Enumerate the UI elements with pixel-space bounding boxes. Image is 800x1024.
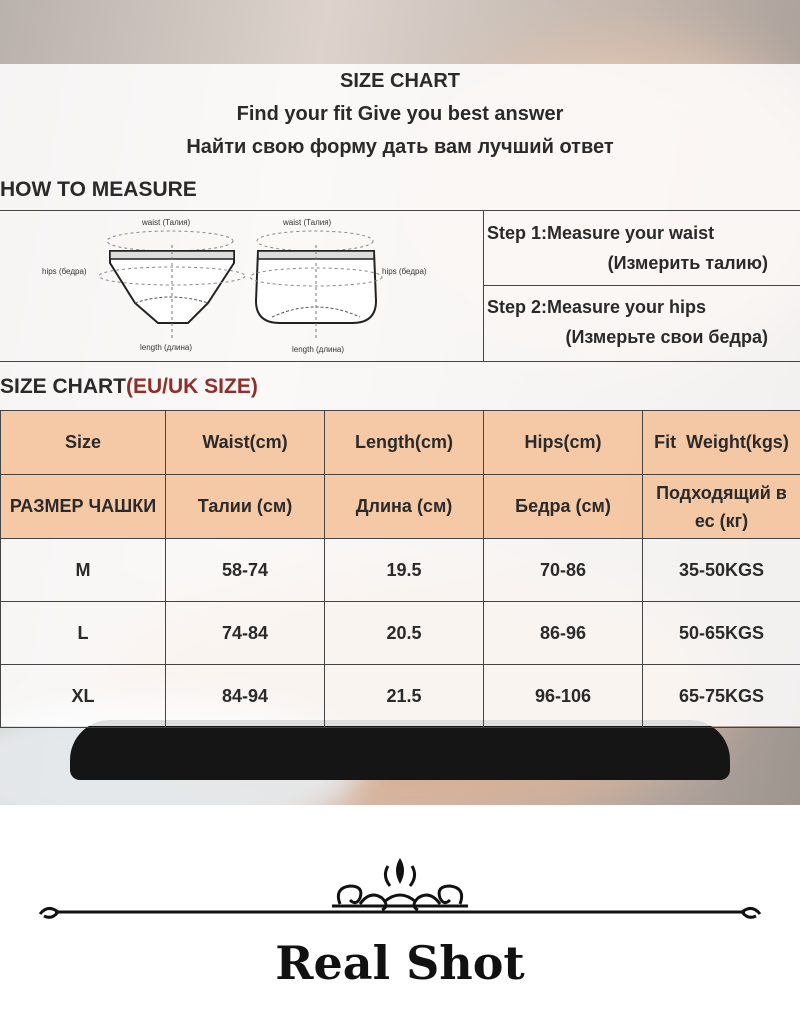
step-1 [484, 211, 800, 285]
measure-section [0, 210, 800, 362]
table-cell: 86-96 [484, 602, 643, 665]
table-cell: 65-75KGS [643, 665, 800, 728]
hips-label-2: hips (бедра) [382, 267, 427, 276]
header-cell: Fit Weight(kgs) [643, 411, 800, 475]
step-2 [484, 285, 800, 359]
size-chart-heading-main: SIZE CHART [0, 375, 126, 398]
table-cell: M [1, 539, 166, 602]
step-1-ru: (Измерить талию) [607, 253, 768, 273]
header-cell: Waist(cm) [166, 411, 325, 475]
size-table [0, 410, 800, 728]
header-cell: РАЗМЕР ЧАШКИ [1, 475, 166, 539]
size-chart-heading [0, 375, 258, 399]
length-label-2: length (длина) [292, 345, 345, 354]
header-cell: Hips(cm) [484, 411, 643, 475]
step-2-ru: (Измерьте свои бедра) [565, 327, 768, 347]
waist-label-2: waist (Талия) [283, 218, 332, 227]
table-row [1, 602, 800, 665]
table-cell: 20.5 [325, 602, 484, 665]
header-cell: Бедра (см) [484, 475, 643, 539]
step-1-text: Step 1:Measure your waist [487, 223, 715, 243]
hips-label-1: hips (бедра) [42, 267, 87, 276]
table-cell: 19.5 [325, 539, 484, 602]
table-cell: 50-65KGS [643, 602, 800, 665]
table-header-en [1, 411, 800, 475]
table-cell: 58-74 [166, 539, 325, 602]
subtitle-ru: Найти свою форму дать вам лучший ответ [186, 136, 614, 158]
table-cell: 21.5 [325, 665, 484, 728]
panty-diagram-icon [0, 211, 483, 361]
table-cell: 70-86 [484, 539, 643, 602]
header-cell: Подходящий в ес (кг) [643, 475, 800, 539]
header-cell: Length(cm) [325, 411, 484, 475]
waist-label-1: waist (Талия) [142, 218, 191, 227]
how-to-measure-heading: HOW TO MEASURE [0, 178, 197, 201]
table-cell: 84-94 [166, 665, 325, 728]
table-row [1, 539, 800, 602]
table-cell: L [1, 602, 166, 665]
table-cell: XL [1, 665, 166, 728]
table-cell: 35-50KGS [643, 539, 800, 602]
measurement-diagram [0, 211, 484, 361]
table-row [1, 665, 800, 728]
step-2-text: Step 2:Measure your hips [487, 297, 707, 317]
header-cell: Длина (см) [325, 475, 484, 539]
header-cell: Талии (см) [166, 475, 325, 539]
subtitle-en: Find your fit Give you best answer [236, 103, 564, 125]
decorative-divider-icon [0, 840, 800, 930]
size-chart-heading-suffix: (EU/UK SIZE) [126, 375, 258, 398]
length-label-1: length (длина) [140, 343, 193, 352]
header-cell: Size [1, 411, 166, 475]
table-cell: 74-84 [166, 602, 325, 665]
table-header-ru [1, 475, 800, 539]
real-shot-caption: Real Shot [275, 936, 525, 990]
table-cell: 96-106 [484, 665, 643, 728]
chart-title: SIZE CHART [340, 70, 460, 92]
